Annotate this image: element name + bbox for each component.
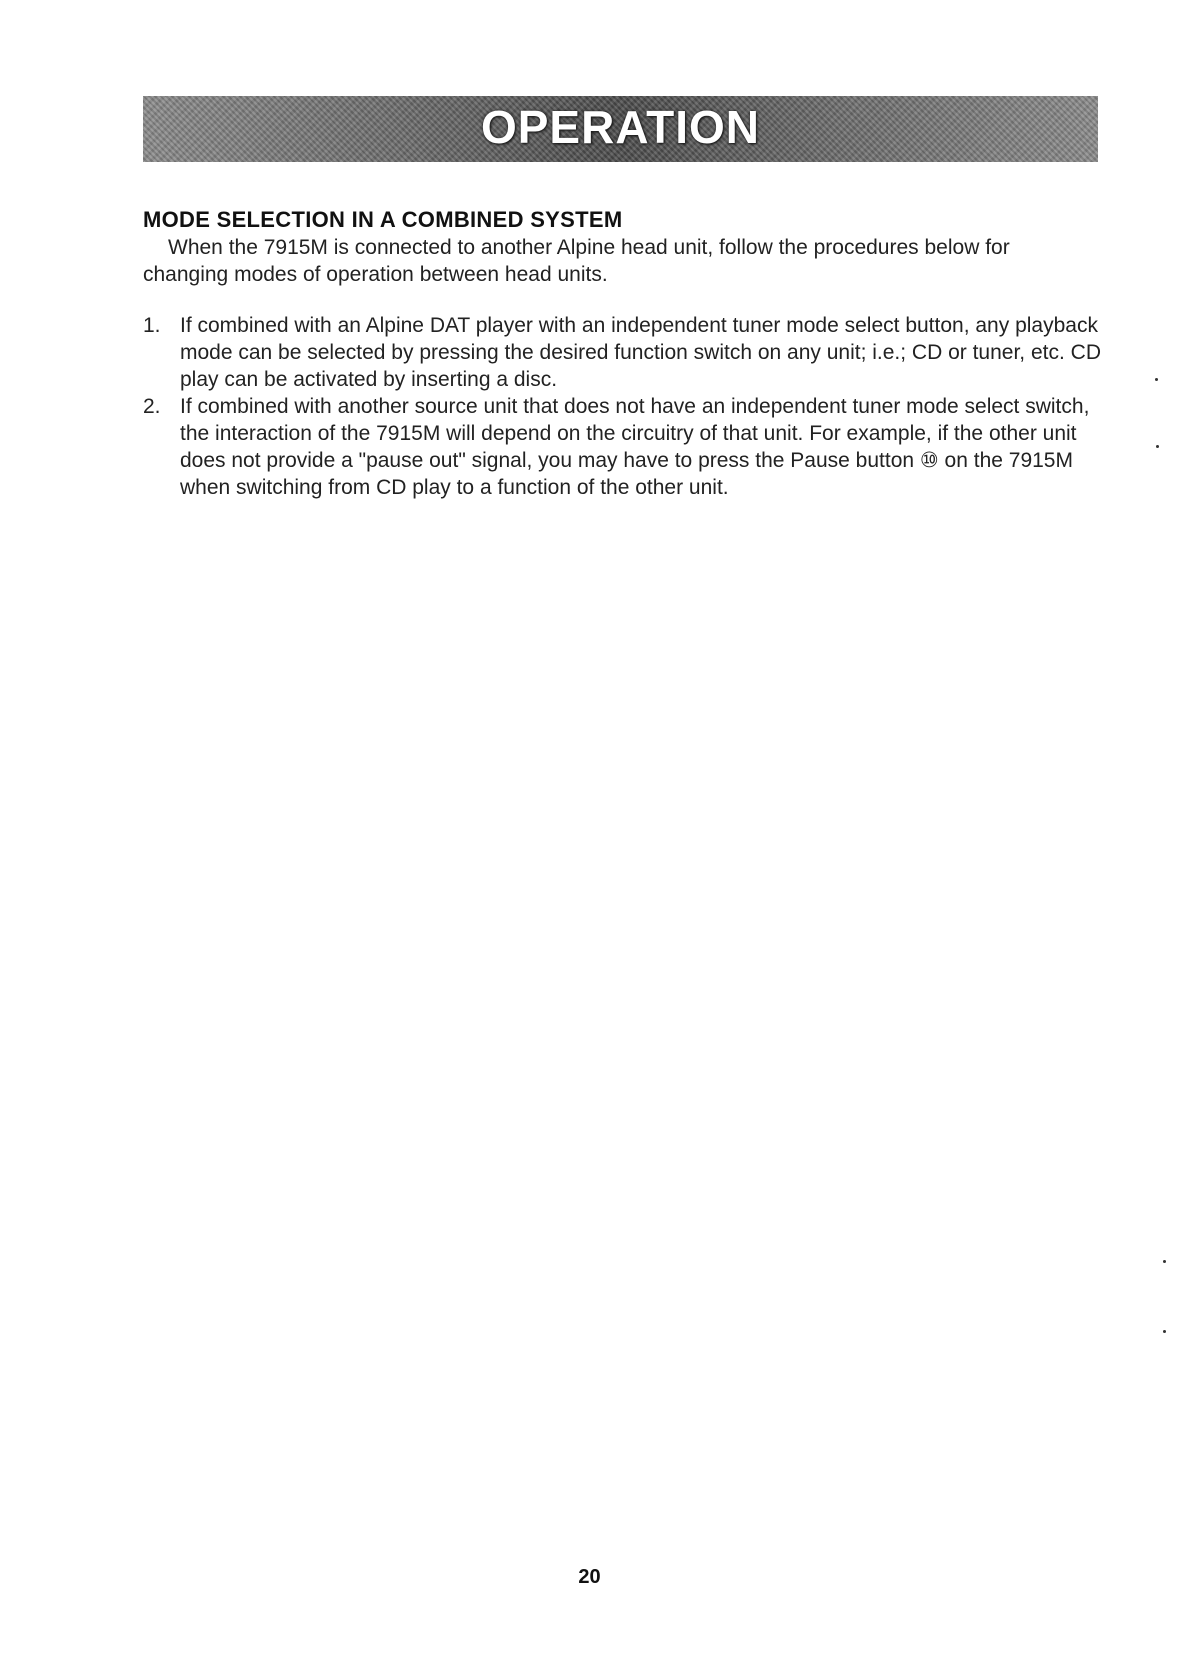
- list-item-number: 1.: [143, 314, 161, 337]
- list-item-text: If combined with another source unit that does not have an independent tuner mode select switch, the interaction of the 7915M will depend on the circuitry of that unit. For example, if the other unit does not provide a "pause out" signal, you may have to press the Pause button ⑩ on the 7915M when switching from CD play to a function of the other unit.: [180, 395, 1090, 499]
- scan-speck: [1163, 1260, 1166, 1263]
- list-item-text: If combined with an Alpine DAT player with an independent tuner mode select button, any playback mode can be selected by pressing the desired function switch on any unit; i.e.; CD or tuner, etc. CD play can be activated by inserting a disc.: [180, 314, 1101, 391]
- intro-paragraph: When the 7915M is connected to another Alpine head unit, follow the procedures below for changing modes of operation between head units.: [143, 236, 1010, 286]
- page-number: 20: [578, 1566, 601, 1588]
- list-item-number: 2.: [143, 395, 161, 418]
- section-banner: [143, 96, 1098, 162]
- list-item: [143, 393, 1103, 501]
- banner-title: OPERATION: [480, 101, 761, 153]
- scan-speck: [1155, 378, 1158, 381]
- scan-speck: [1156, 445, 1159, 448]
- section-heading: MODE SELECTION IN A COMBINED SYSTEM: [143, 207, 623, 232]
- scan-speck: [1163, 1330, 1166, 1333]
- list-item: [143, 312, 1103, 393]
- procedure-list: [143, 312, 1103, 501]
